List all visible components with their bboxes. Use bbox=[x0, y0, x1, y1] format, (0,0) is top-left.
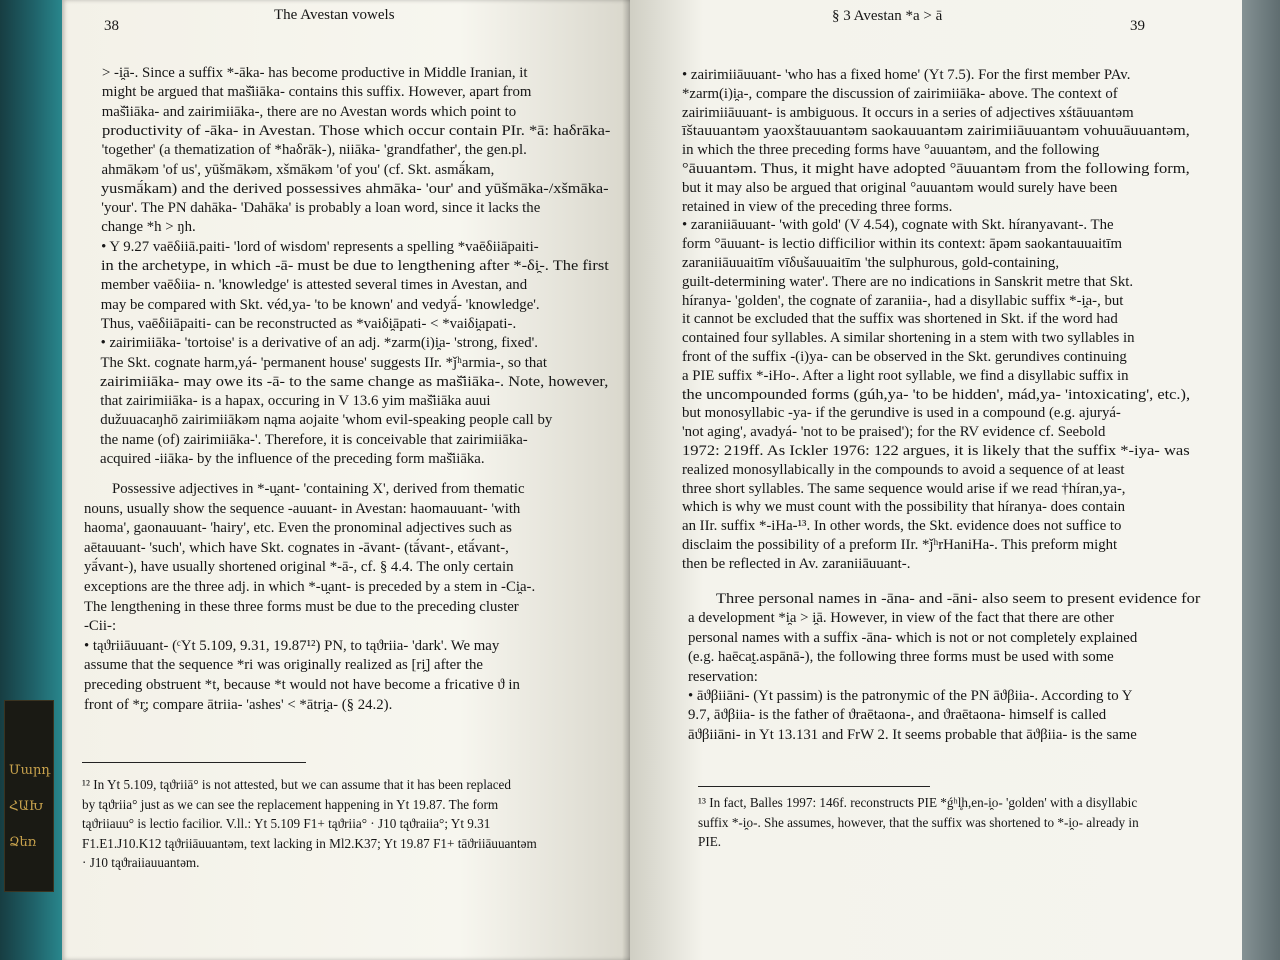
text-line: īštauuantəm yaoxštauuantəm saokauuantəm zairimiiāuuantəm vohuuāuuantəm, bbox=[682, 123, 1190, 140]
running-head: § 3 Avestan *a > ā bbox=[832, 8, 943, 24]
text-line: F1.E1.J10.K12 tąϑriiāuuantəm, text lacking in Ml2.K37; Yt 19.87 F1+ tāϑriiāuuantəm bbox=[82, 835, 537, 851]
text-line: • āϑβiiāni- (Yt passim) is the patronymic of the PN āϑβiia-. According to Y bbox=[688, 688, 1133, 704]
text-line: may be compared with Skt. véd,ya- 'to be known' and vedyā́- 'knowledge'. bbox=[100, 296, 540, 313]
text-line: retained in view of the preceding three forms. bbox=[682, 198, 953, 215]
spine-label bbox=[4, 700, 54, 892]
text-line: preceding obstruent *t, because *t would not have become a fricative ϑ in bbox=[84, 677, 520, 693]
text-line: • zairimiiāuuant- 'who has a fixed home' (Yt 7.5). For the first member PAv. bbox=[682, 67, 1131, 83]
text-line: productivity of -āka- in Avestan. Those which occur contain PIr. *ā: haδrāka- bbox=[101, 122, 611, 139]
text-line: an IIr. suffix *-iHa-¹³. In other words, the Skt. evidence does not suffice to bbox=[682, 518, 1122, 535]
page-number: 38 bbox=[104, 18, 119, 34]
spine-label-line: ՀԱԽ bbox=[9, 799, 44, 814]
text-line: assume that the sequence *ri was originally realized as [ri̯] after the bbox=[84, 657, 483, 674]
text-line: • tąϑriiāuuant- (ᶜYt 5.109, 9.31, 19.87¹²) PN, to tąϑriia- 'dark'. We may bbox=[84, 637, 500, 654]
text-line: in which the three preceding forms have °auuantəm, and the following bbox=[682, 142, 1100, 159]
text-line: front of the suffix -(i)ya- can be observed in the Skt. gerundives continuing bbox=[682, 349, 1127, 365]
text-line: that zairimiiāka- is a hapax, occuring in V 13.6 yim maš̌iiāka auui bbox=[100, 393, 491, 410]
text-line: guilt-determining water'. There are no indications in Sanskrit metre that Skt. bbox=[682, 273, 1134, 290]
text-line: tąϑriiauu° is lectio facilior. V.ll.: Yt 5.109 F1+ tąϑriia° · J10 tąϑraiia°; Yt 9.31 bbox=[82, 816, 491, 831]
text-line: zairimiiāuuant- is ambiguous. It occurs in a series of adjectives xśtāuuantəm bbox=[682, 104, 1134, 121]
text-line: contained four syllables. A similar shortening in a stem with two syllables in bbox=[682, 330, 1135, 347]
text-line: which is why we must count with the possibility that híranya- does contain bbox=[682, 499, 1126, 516]
text-line: aētauuant- 'such', which have Skt. cognates in -āvant- (tā́vant-, etā́vant-, bbox=[84, 539, 509, 556]
text-line: ahmākəm 'of us', yūšmākəm, xšmākəm 'of you' (cf. Skt. asmā́kam, bbox=[101, 161, 495, 178]
text-line: maš̌iiāka- and zairimiiāka-, there are no Avestan words which point to bbox=[101, 103, 517, 120]
left-page bbox=[62, 0, 630, 960]
text-line: • Y 9.27 vaēδiiā.paiti- 'lord of wisdom' represents a spelling *vaēδiiāpaiti- bbox=[101, 238, 539, 255]
text-line: Possessive adjectives in *-u̯ant- 'containing X', derived from thematic bbox=[112, 481, 525, 497]
text-line: suffix *-i̯o-. She assumes, however, that the suffix was shortened to *-i̯o- already in bbox=[698, 814, 1139, 830]
text-line: disclaim the possibility of a preform IIr. *ǰʰrHaniHa-. This preform might bbox=[682, 537, 1118, 553]
text-line: the name (of) zairimiiāka-'. Therefore, it is conceivable that zairimiiāka- bbox=[100, 431, 528, 448]
text-line: 'not aging', avadyá- 'not to be praised'); for the RV evidence cf. Seebold bbox=[682, 424, 1106, 441]
right-page bbox=[630, 0, 1242, 960]
text-line: personal names with a suffix -āna- which is not or not completely explained bbox=[688, 629, 1138, 646]
text-line: but it may also be argued that original °auuantəm would surely have been bbox=[682, 179, 1118, 196]
text-line: The lengthening in these three forms must be due to the preceding cluster bbox=[84, 598, 519, 615]
running-head: The Avestan vowels bbox=[274, 7, 395, 23]
text-line: Three personal names in -āna- and -āni- also seem to present evidence for bbox=[716, 591, 1201, 607]
text-line: · J10 tąϑraiiauuantəm. bbox=[82, 855, 200, 870]
text-line: • zaraniiāuuant- 'with gold' (V 4.54), cognate with Skt. híranyavant-. The bbox=[682, 217, 1114, 234]
text-line: in the archetype, in which -ā- must be due to lengthening after *-δi̯-. The first bbox=[101, 258, 609, 274]
spine-label-line: Ձեռ bbox=[9, 835, 37, 850]
text-line: front of *r̥; compare ātriia- 'ashes' < *ātri̯a- (§ 24.2). bbox=[84, 696, 393, 713]
text-line: -Cii-: bbox=[84, 618, 117, 635]
text-line: acquired -iiāka- by the influence of the preceding form maš̌iiāka. bbox=[100, 451, 485, 467]
text-line: > -i̯ā-. Since a suffix *-āka- has become productive in Middle Iranian, it bbox=[102, 65, 528, 81]
text-line: reservation: bbox=[688, 668, 758, 685]
text-line: by tąϑriia° just as we can see the replacement happening in Yt 19.87. The form bbox=[82, 796, 499, 812]
text-line: nouns, usually show the sequence -auuant- in Avestan: haomauuant- 'with bbox=[84, 500, 521, 517]
text-line: híranya- 'golden', the cognate of zaraniia-, had a disyllabic suffix *-i̯a-, but bbox=[682, 292, 1124, 309]
text-line: realized monosyllabically in the compounds to avoid a sequence of at least bbox=[682, 461, 1125, 478]
text-line: a PIE suffix *-iHo-. After a light root syllable, we find a disyllabic suffix in bbox=[682, 367, 1129, 384]
text-line: exceptions are the three adj. in which *-u̯ant- is preceded by a stem in -Ci̯a-. bbox=[84, 579, 536, 595]
spine-label-line: Մարդ bbox=[9, 763, 51, 778]
text-line: ¹² In Yt 5.109, tąϑriiā° is not attested, but we can assume that it has been replaced bbox=[82, 777, 512, 792]
page-number: 39 bbox=[1130, 18, 1145, 34]
text-line: but monosyllabic -ya- if the gerundive is used in a compound (e.g. ajuryá- bbox=[682, 405, 1121, 422]
text-line: °āuuantəm. Thus, it might have adopted °āuuantəm from the following form, bbox=[682, 161, 1190, 177]
text-line: • zairimiiāka- 'tortoise' is a derivative of an adj. *zarm(i)i̯a- 'strong, fixed'. bbox=[100, 335, 538, 352]
text-line: The Skt. cognate harm,yá- 'permanent house' suggests IIr. *ǰʰarmia-, so that bbox=[100, 354, 547, 371]
text-line: it cannot be excluded that the suffix was shortened in Skt. if the word had bbox=[682, 311, 1118, 328]
footnote-rule bbox=[82, 762, 306, 763]
text-line: haoma', gaonauuant- 'hairy', etc. Even the pronominal adjectives such as bbox=[84, 520, 512, 537]
text-line: form °āuuant- is lectio difficilior within its context: āpəm saokantauuaitīm bbox=[682, 236, 1122, 253]
text-line: *zarm(i)i̯a-, compare the discussion of zairimiiāka- above. The context of bbox=[682, 85, 1118, 102]
footnote-rule bbox=[698, 786, 930, 787]
text-line: three short syllables. The same sequence would arise if we read †híran,ya-, bbox=[682, 480, 1126, 497]
text-line: member vaēδiia- n. 'knowledge' is attested several times in Avestan, and bbox=[100, 277, 528, 294]
text-line: PIE. bbox=[698, 834, 722, 849]
text-line: change *h > ŋh. bbox=[101, 219, 196, 236]
text-line: then be reflected in Av. zaraniiāuuant-. bbox=[682, 555, 911, 572]
text-line: 1972: 219ff. As Ickler 1976: 122 argues, it is likely that the suffix *-iya- was bbox=[682, 443, 1190, 459]
text-line: the uncompounded forms (gúh,ya- 'to be hidden', mád,ya- 'intoxicating', etc.), bbox=[682, 386, 1191, 403]
text-line: yusmā́kam) and the derived possessives ahmāka- 'our' and yūšmāka-/xšmāka- bbox=[101, 180, 610, 197]
text-line: āϑβiiāni- in Yt 13.131 and FrW 2. It seems probable that āϑβiia- is the same bbox=[688, 726, 1137, 743]
text-line: 'your'. The PN dahāka- 'Dahāka' is probably a loan word, since it lacks the bbox=[101, 200, 541, 217]
text-line: (e.g. haēcat̰.aspānā-), the following three forms must be used with some bbox=[688, 649, 1114, 666]
text-line: ¹³ In fact, Balles 1997: 146f. reconstructs PIE *ǵʰl̥h,en-i̯o- 'golden' with a disyllabic bbox=[698, 795, 1138, 810]
text-line: 'together' (a thematization of *haδrāk-), niiāka- 'grandfather', the gen.pl. bbox=[101, 142, 527, 159]
text-line: Thus, vaēδiiāpaiti- can be reconstructed as *vaiδi̯āpati- < *vaiδi̯apati-. bbox=[100, 315, 517, 332]
text-line: a development *i̯a > i̯ā. However, in view of the fact that there are other bbox=[688, 610, 1114, 627]
text-line: yā́vant-), have usually shortened original *-ā-, cf. § 4.4. The only certain bbox=[84, 559, 514, 576]
text-line: zairimiiāka- may owe its -ā- to the same change as maš̌iiāka-. Note, however, bbox=[100, 373, 609, 390]
text-line: zaraniiāuuaitīm vīδušauuaitīm 'the sulphurous, gold-containing, bbox=[682, 255, 1060, 271]
text-line: dužuuacaŋhō zairimiiākəm nąma aojaite 'whom evil-speaking people call by bbox=[100, 412, 553, 429]
text-line: might be argued that maš̌iiāka- contains this suffix. However, apart from bbox=[101, 84, 532, 101]
text-line: 9.7, āϑβiia- is the father of ϑraētaona-, and ϑraētaona- himself is called bbox=[688, 707, 1107, 724]
